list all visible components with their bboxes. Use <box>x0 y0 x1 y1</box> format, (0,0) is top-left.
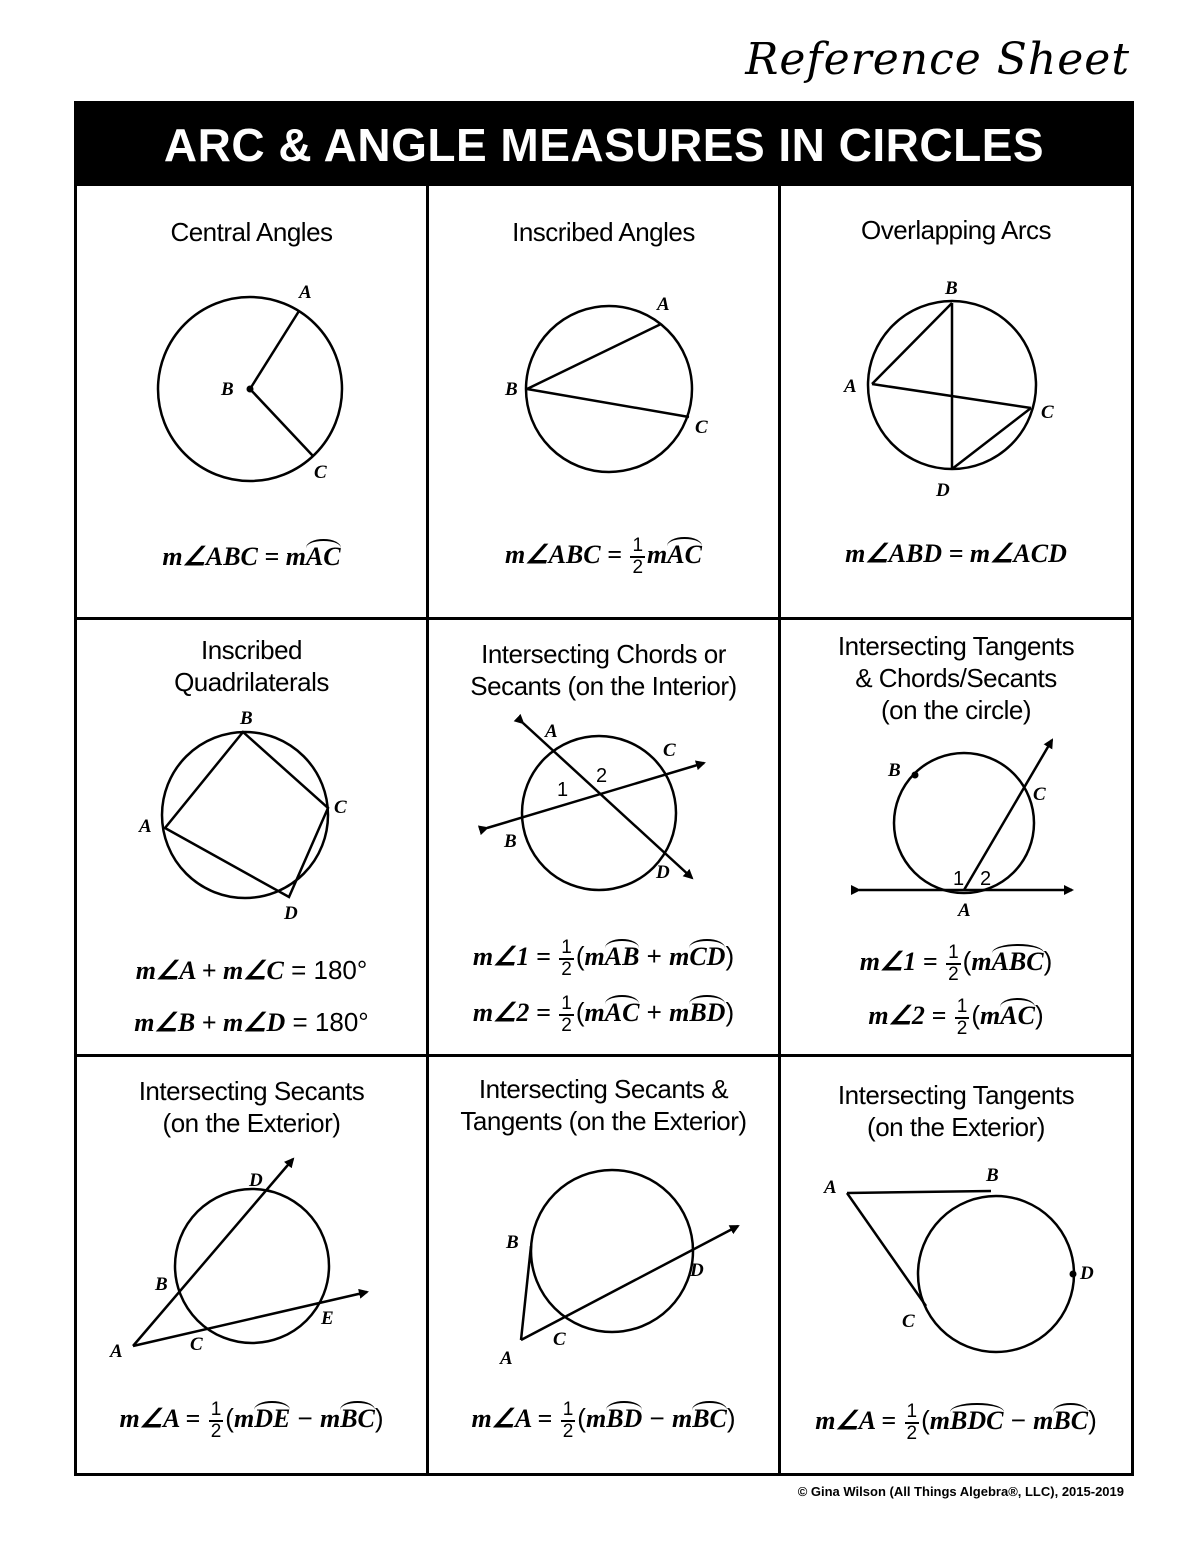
formula-m: m <box>647 539 668 569</box>
label-c: C <box>553 1329 566 1350</box>
formula-m: m <box>669 997 690 1027</box>
arc-bc: BC <box>340 1401 375 1434</box>
label-a: A <box>844 376 857 397</box>
label-b: B <box>505 379 518 400</box>
label-d: D <box>249 1170 263 1191</box>
formula <box>429 536 778 578</box>
circle <box>918 1196 1074 1352</box>
formula-a-c <box>77 955 426 986</box>
formula-eq: = <box>529 997 558 1027</box>
formula-m: m <box>233 1403 255 1433</box>
formula-value: 180° <box>314 1007 369 1037</box>
denominator: 2 <box>562 1421 574 1442</box>
formula-eq: = <box>285 1007 315 1037</box>
cell-inscribed-angles <box>429 186 781 620</box>
arc-ac: AC <box>605 995 640 1028</box>
denominator: 2 <box>561 1015 572 1036</box>
formula-operator: − <box>642 1402 672 1433</box>
formula <box>429 1400 778 1442</box>
formula-m: m <box>980 1000 1001 1030</box>
label-c: C <box>663 740 676 761</box>
formula-m: m <box>585 1403 607 1433</box>
title-line: (on the Exterior) <box>867 1112 1045 1142</box>
label-c: C <box>695 417 708 438</box>
point-d <box>1070 1271 1077 1278</box>
formula-lhs: m∠ABC <box>505 539 601 569</box>
formula-b-d <box>77 1007 426 1038</box>
cell-exterior-tangents <box>781 1057 1131 1473</box>
label-a: A <box>299 282 312 303</box>
cell-title: Overlapping Arcs <box>861 215 1051 245</box>
arc-bdc: BDC <box>950 1403 1003 1436</box>
label-a: A <box>110 1341 123 1362</box>
arc-bc: BC <box>692 1401 727 1434</box>
title-line: Intersecting Secants <box>138 1076 365 1106</box>
cell-overlapping-arcs <box>781 186 1131 620</box>
paren-close: ) <box>1088 1404 1097 1435</box>
label-a: A <box>657 294 670 315</box>
label-b: B <box>504 831 517 852</box>
label-d: D <box>690 1260 704 1281</box>
title-line: Intersecting Tangents <box>837 1080 1075 1110</box>
label-b: B <box>986 1165 999 1186</box>
label-a: A <box>958 900 971 921</box>
cell-tangent-chord <box>781 620 1131 1057</box>
title-line: Intersecting Chords or <box>481 639 726 669</box>
chord-ba <box>872 303 952 384</box>
cell-central-angles <box>77 186 429 620</box>
arc-ac: AC <box>306 539 341 572</box>
formula-m: m <box>669 941 690 971</box>
title-line: Tangents (on the Exterior) <box>460 1106 747 1136</box>
cell-title: Inscribed Angles <box>512 217 695 247</box>
denominator: 2 <box>948 964 959 985</box>
label-c: C <box>190 1334 203 1355</box>
formula-operator: + <box>639 996 670 1027</box>
formula-eq: = <box>283 955 314 985</box>
label-b: B <box>888 760 901 781</box>
tangent-ab <box>521 1246 531 1340</box>
point-b <box>912 772 919 779</box>
formula-operator: − <box>1003 1404 1034 1435</box>
denominator: 2 <box>906 1423 918 1444</box>
tangent-ac <box>847 1193 926 1306</box>
formula-lhs: m∠B + m∠D <box>134 1008 286 1037</box>
tangent-ab <box>847 1191 991 1193</box>
tangent-chord-diagram <box>781 620 1128 1057</box>
formula-eq: = <box>924 1000 953 1030</box>
title-line: (on the Exterior) <box>162 1108 341 1138</box>
formula-operator: − <box>290 1402 320 1433</box>
angle-2-label: 2 <box>980 868 992 890</box>
formula-lhs: m∠1 <box>859 946 917 976</box>
numerator: 1 <box>632 535 644 556</box>
label-e: E <box>321 1308 334 1329</box>
fraction-half <box>559 938 574 980</box>
formula-angle-2 <box>429 994 778 1036</box>
formula <box>77 539 426 572</box>
formula <box>781 1402 1131 1444</box>
formula-lhs: m∠2 <box>472 997 530 1027</box>
formula-lhs: m∠2 <box>868 1000 925 1030</box>
fraction-half <box>905 1402 920 1444</box>
fraction-half <box>559 994 574 1036</box>
formula-m: m <box>1033 1405 1054 1435</box>
fraction-half <box>630 536 645 578</box>
formula-value: 180° <box>313 955 368 985</box>
arc-bd: BD <box>689 995 725 1028</box>
arc-abc: ABC <box>992 944 1044 977</box>
label-c: C <box>334 797 347 818</box>
cell-exterior-secant-tangent <box>429 1057 781 1473</box>
chord-bc <box>527 389 689 417</box>
denominator: 2 <box>210 1421 222 1442</box>
numerator: 1 <box>210 1399 222 1420</box>
angle-2-label: 2 <box>596 765 608 787</box>
label-d: D <box>284 903 298 924</box>
formula-angle-1 <box>781 943 1131 985</box>
numerator: 1 <box>562 1399 574 1420</box>
center-point <box>247 386 254 393</box>
formula-eq: = <box>257 542 286 571</box>
label-c: C <box>1041 402 1054 423</box>
paren-close: ) <box>726 1402 736 1433</box>
title-line: (on the circle) <box>881 695 1031 725</box>
numerator: 1 <box>906 1401 918 1422</box>
theorem-grid <box>77 186 1131 1473</box>
copyright-notice: © Gina Wilson (All Things Algebra®, LLC), 2015-2019 <box>797 1484 1124 1499</box>
label-b: B <box>221 379 234 400</box>
cell-inscribed-quadrilaterals <box>77 620 429 1057</box>
circle <box>522 736 676 890</box>
reference-sheet <box>74 101 1134 1476</box>
formula <box>77 1400 426 1442</box>
cell-exterior-secants <box>77 1057 429 1473</box>
formula-m: m <box>929 1405 951 1435</box>
label-a: A <box>500 1348 513 1369</box>
label-b: B <box>240 708 253 729</box>
angle-1-label: 1 <box>953 868 965 890</box>
label-b: B <box>945 278 958 299</box>
title-line: Intersecting Tangents <box>837 631 1075 661</box>
formula-eq: = <box>600 539 629 569</box>
title-line: Quadrilaterals <box>174 667 329 697</box>
arc-bc: BC <box>1053 1403 1088 1436</box>
label-c: C <box>314 462 327 483</box>
inscribed-quadrilateral-diagram <box>77 620 426 1057</box>
formula-eq: = <box>916 946 945 976</box>
denominator: 2 <box>632 557 644 578</box>
cell-intersecting-chords <box>429 620 781 1057</box>
numerator: 1 <box>948 942 959 963</box>
label-c: C <box>1033 784 1046 805</box>
numerator: 1 <box>956 996 968 1017</box>
formula-lhs: m∠A <box>471 1403 531 1433</box>
label-b: B <box>506 1232 519 1253</box>
label-d: D <box>1080 1263 1094 1284</box>
label-a: A <box>139 816 152 837</box>
cell-title: Central Angles <box>170 217 333 247</box>
formula-lhs: m∠A <box>119 1403 179 1433</box>
radius-bc <box>250 389 313 456</box>
label-a: A <box>545 721 558 742</box>
paren-open: ( <box>971 999 981 1030</box>
formula-m: m <box>584 997 605 1027</box>
label-a: A <box>824 1177 837 1198</box>
angle-1-label: 1 <box>557 779 569 801</box>
formula-lhs: m∠A + m∠C <box>135 956 284 985</box>
arc-bd: BD <box>606 1401 642 1434</box>
denominator: 2 <box>956 1018 968 1039</box>
denominator: 2 <box>561 959 572 980</box>
formula-lhs: m∠A <box>815 1405 875 1435</box>
title-line: Inscribed <box>201 635 302 665</box>
banner-title: ARC & ANGLE MEASURES IN CIRCLES <box>77 104 1131 186</box>
secant-abd <box>133 1159 293 1346</box>
formula-eq: = <box>874 1405 903 1435</box>
paren-open: ( <box>577 1402 586 1433</box>
label-c: C <box>902 1311 915 1332</box>
title-line: & Chords/Secants <box>855 663 1057 693</box>
reference-sheet-title: Reference Sheet <box>745 34 1130 85</box>
arc-de: DE <box>254 1401 290 1434</box>
title-line: Secants (on the Interior) <box>470 671 737 701</box>
paren-open: ( <box>921 1404 930 1435</box>
paren-open: ( <box>575 996 585 1027</box>
formula-eq: = <box>529 941 558 971</box>
formula-lhs: m∠1 <box>472 941 530 971</box>
circle <box>175 1189 329 1343</box>
fraction-half <box>955 997 970 1039</box>
secant-ac <box>964 740 1052 890</box>
formula-eq: = <box>530 1403 559 1433</box>
formula-m: m <box>971 946 992 976</box>
paren-close: ) <box>725 996 735 1027</box>
label-d: D <box>936 480 950 501</box>
formula-lhs: m∠ABC <box>162 542 258 571</box>
radius-ba <box>250 311 299 389</box>
formula-m: m <box>319 1403 341 1433</box>
numerator: 1 <box>561 937 572 958</box>
paren-open: ( <box>575 940 585 971</box>
formula-m: m <box>285 542 306 571</box>
arc-cd: CD <box>689 939 725 972</box>
formula-m: m <box>584 941 605 971</box>
paren-close: ) <box>374 1402 384 1433</box>
paren-open: ( <box>225 1402 234 1433</box>
intersecting-chords-diagram <box>429 620 778 1057</box>
arc-ac: AC <box>667 537 702 570</box>
label-b: B <box>155 1274 168 1295</box>
formula-angle-2 <box>781 997 1131 1039</box>
numerator: 1 <box>561 993 572 1014</box>
title-line: Intersecting Secants & <box>478 1074 729 1104</box>
paren-close: ) <box>725 940 735 971</box>
formula-operator: + <box>639 940 670 971</box>
paren-close: ) <box>1043 945 1053 976</box>
paren-close: ) <box>1034 999 1044 1030</box>
fraction-half <box>946 943 961 985</box>
fraction-half <box>209 1400 224 1442</box>
arc-ac: AC <box>1000 998 1035 1031</box>
circle <box>526 306 692 472</box>
paren-open: ( <box>962 945 972 976</box>
secant-acd <box>521 1226 738 1340</box>
circle <box>531 1170 693 1332</box>
formula-angle-1 <box>429 938 778 980</box>
fraction-half <box>561 1400 576 1442</box>
label-d: D <box>656 862 670 883</box>
arc-ab: AB <box>605 939 640 972</box>
formula-m: m <box>671 1403 693 1433</box>
formula: m∠ABD = m∠ACD <box>845 539 1067 568</box>
formula-eq: = <box>178 1403 207 1433</box>
